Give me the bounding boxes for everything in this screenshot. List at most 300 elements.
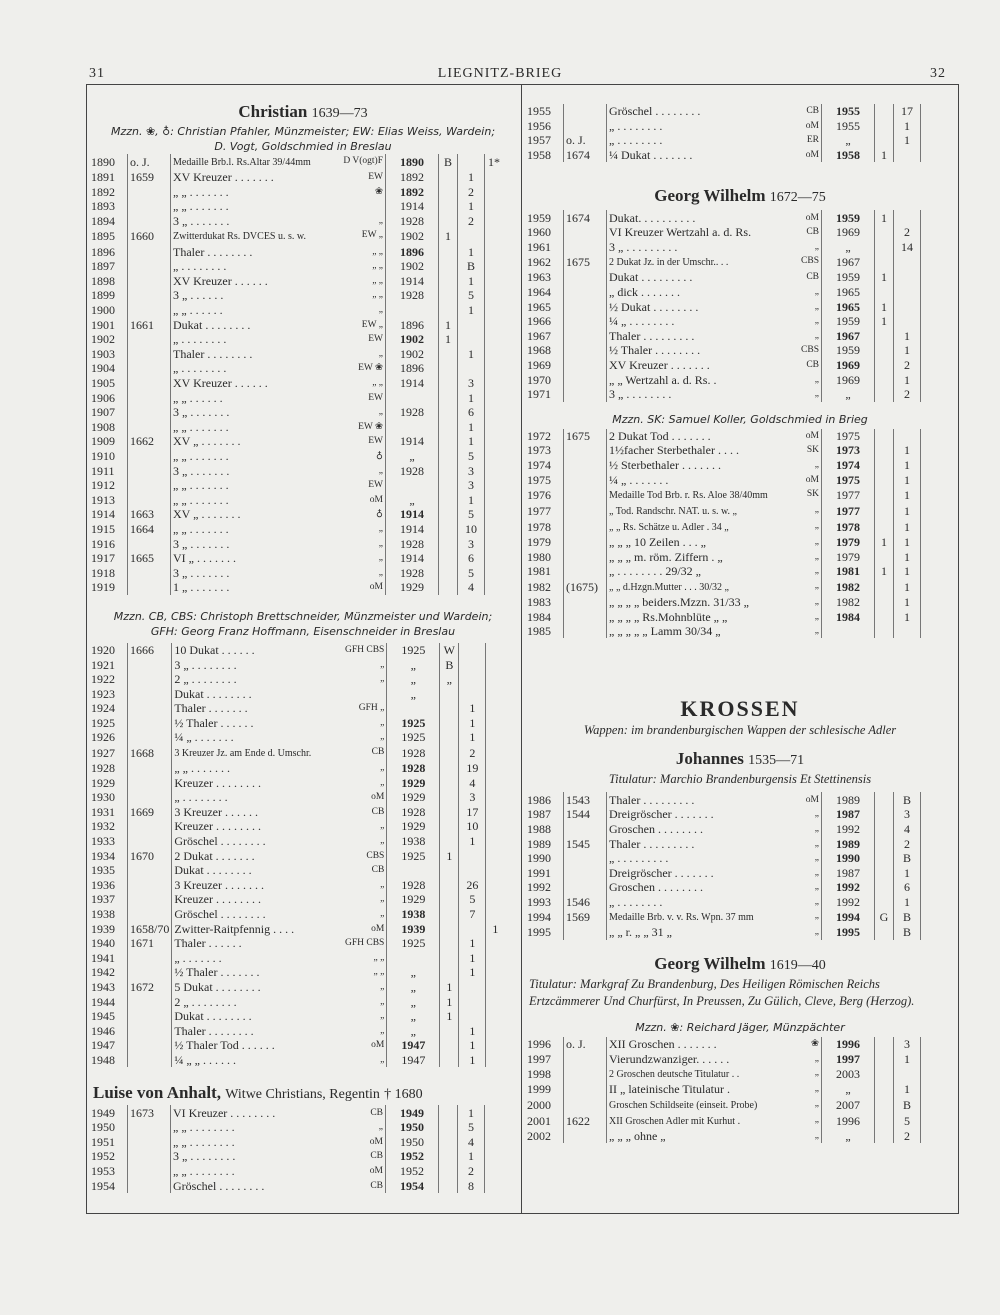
gold-count (875, 1066, 894, 1082)
reference: „ (822, 1082, 875, 1097)
reference: 1914 (386, 274, 439, 289)
catalog-number: 1921 (89, 657, 128, 672)
gold-count (439, 478, 458, 493)
gold-count (875, 1051, 894, 1066)
ruler-name: Luise von Anhalt, (93, 1083, 222, 1103)
coin-year (564, 443, 607, 458)
reference: 1952 (386, 1149, 439, 1164)
page-number-left: 31 (89, 66, 105, 81)
extra-count (486, 878, 505, 893)
table-row (525, 822, 939, 837)
reference: 1982 (822, 595, 875, 610)
extra-count (486, 1009, 505, 1024)
mint-mark: „ (380, 894, 385, 905)
coin-year (564, 609, 607, 624)
reference: „ (387, 980, 440, 995)
silver-count (894, 299, 921, 314)
mint-mark: CBS (801, 256, 819, 267)
gold-count (875, 925, 894, 940)
coin-year (564, 865, 607, 880)
extra-count (485, 288, 504, 303)
catalog-number: 1995 (525, 925, 564, 940)
mint-mark: „ „ (373, 952, 385, 963)
reference: 1928 (386, 405, 439, 420)
coin-table-continued (525, 104, 939, 162)
table-row (89, 317, 503, 332)
coin-description: ¼ Dukat . . . . . . . oM (607, 148, 822, 163)
catalog-number: 1892 (89, 185, 128, 200)
coin-year (128, 907, 172, 922)
coin-description: „ „ . . . . . . . oM (171, 492, 386, 507)
coin-table-christian (89, 154, 503, 595)
extra-count (485, 303, 504, 318)
coin-description: II „ lateinische Titulatur . „ (607, 1082, 822, 1097)
catalog-number: 1930 (89, 790, 128, 805)
coin-description: „ „ . . . . . . . . oM (171, 1164, 386, 1179)
coin-year: 1622 (564, 1113, 607, 1129)
table-row (525, 104, 939, 119)
gold-count (440, 892, 459, 907)
reference: 1914 (386, 551, 439, 566)
mint-mark: EW (368, 436, 383, 447)
catalog-number: 1911 (89, 463, 128, 478)
mint-mark: GFH CBS (345, 644, 385, 655)
catalog-number: 1924 (89, 701, 128, 716)
silver-count (459, 686, 486, 701)
catalog-number: 1944 (89, 994, 128, 1009)
mint-mark: „ (814, 838, 819, 849)
coin-year (564, 1129, 607, 1144)
coin-year (128, 478, 171, 493)
reference: 1992 (822, 895, 875, 910)
coin-year (128, 303, 171, 318)
silver-count: 2 (894, 836, 921, 851)
extra-count (485, 551, 504, 566)
mint-mark: „ (814, 626, 819, 637)
coin-description: „ . . . . . . . „ „ (172, 951, 387, 966)
silver-count (458, 332, 485, 347)
ruler-name: Johannes (675, 749, 744, 769)
extra-count (485, 1149, 504, 1164)
catalog-number: 1979 (525, 535, 564, 550)
gold-count (440, 790, 459, 805)
coin-year: 1674 (564, 210, 607, 225)
silver-count: 1 (458, 199, 485, 214)
silver-count: 1 (894, 472, 921, 487)
extra-count (921, 487, 940, 503)
table-row (525, 254, 939, 270)
coin-year (128, 449, 171, 464)
gold-count (439, 170, 458, 185)
coin-year (128, 420, 171, 435)
table-row (525, 285, 939, 300)
reference: 1947 (387, 1053, 440, 1068)
extra-count (921, 270, 940, 285)
mint-marks-line: Mzzn. CB, CBS: Christoph Brettschneider, Münzmeister und Wardein; (113, 609, 493, 623)
catalog-number: 1896 (89, 244, 128, 259)
gold-count: 1 (439, 228, 458, 244)
coin-description: ½ Thaler . . . . . . . . CBS (607, 343, 822, 358)
extra-count (485, 1178, 504, 1193)
catalog-number: 1927 (89, 745, 128, 761)
coin-year (128, 1038, 172, 1053)
mint-mark: „ (378, 553, 383, 564)
coin-year (564, 1066, 607, 1082)
gold-count (440, 1053, 459, 1068)
coin-description: 2 „ . . . . . . . . „ (172, 672, 387, 687)
gold-count (440, 716, 459, 731)
catalog-number: 1947 (89, 1038, 128, 1053)
gold-count: 1 (875, 299, 894, 314)
table-row (89, 170, 503, 185)
coin-description: Vierundzwanziger. . . . . . „ (607, 1051, 822, 1066)
catalog-number: 1991 (525, 865, 564, 880)
gold-count (875, 609, 894, 624)
reference: 1925 (387, 848, 440, 863)
extra-count (486, 805, 505, 820)
table-row (89, 274, 503, 289)
reference: 1973 (822, 443, 875, 458)
silver-count: 3 (894, 1037, 921, 1052)
coin-year (564, 458, 607, 473)
silver-count: 1 (458, 420, 485, 435)
silver-count: 6 (894, 880, 921, 895)
coin-year: 1659 (128, 170, 171, 185)
coin-year (564, 299, 607, 314)
table-row (89, 921, 504, 936)
catalog-number: 1961 (525, 240, 564, 255)
gold-count (875, 225, 894, 240)
table-row (89, 701, 504, 716)
extra-count (486, 951, 505, 966)
coin-year (128, 361, 171, 376)
catalog-number: 1998 (525, 1066, 564, 1082)
catalog-number: 1967 (525, 329, 564, 344)
catalog-number: 1971 (525, 387, 564, 402)
catalog-number: 1905 (89, 376, 128, 391)
reference: 1987 (822, 865, 875, 880)
coin-description: 3 „ . . . . . . „ „ (171, 288, 386, 303)
gold-count (875, 895, 894, 910)
table-row (525, 387, 939, 402)
gold-count: 1 (875, 270, 894, 285)
mint-mark: „ (378, 216, 383, 227)
catalog-number: 1945 (89, 1009, 128, 1024)
extra-count (921, 865, 940, 880)
table-row (89, 214, 503, 229)
reference: 1896 (386, 317, 439, 332)
mint-mark: „ (814, 374, 819, 385)
gold-count (440, 761, 459, 776)
catalog-number: 1943 (89, 980, 128, 995)
extra-count (485, 1105, 504, 1120)
coin-year (564, 225, 607, 240)
table-row (89, 405, 503, 420)
mint-marks-line: D. Vogt, Goldschmied in Breslau (214, 140, 392, 153)
extra-count (921, 443, 940, 458)
coin-year: 1658/70 (128, 921, 172, 936)
coin-description: 3 Kreuzer . . . . . . CB (172, 805, 387, 820)
mint-mark: oM (805, 212, 819, 223)
mint-mark: „ (814, 580, 819, 591)
mint-mark: D V(ogt)F (343, 156, 383, 166)
table-row (525, 225, 939, 240)
extra-count (921, 1037, 940, 1052)
silver-count: 1 (459, 730, 486, 745)
silver-count (459, 980, 486, 995)
extra-count (921, 1082, 940, 1097)
mint-marks-2 (89, 609, 517, 639)
mint-mark: „ (380, 1025, 385, 1036)
coin-year (564, 1051, 607, 1066)
mint-mark: „ (814, 853, 819, 864)
table-row (89, 288, 503, 303)
coin-year: 1545 (564, 836, 607, 851)
coin-year: o. J. (564, 133, 607, 148)
reference: 1928 (387, 761, 440, 776)
gold-count (440, 686, 459, 701)
catalog-number: 1928 (89, 761, 128, 776)
extra-count (921, 210, 940, 225)
catalog-number: 1934 (89, 848, 128, 863)
mint-mark: EW ❀ (358, 363, 383, 374)
reference: 1969 (822, 358, 875, 373)
extra-count (485, 434, 504, 449)
coin-description: XV „ . . . . . . . ♁ (171, 507, 386, 522)
silver-count: 2 (894, 358, 921, 373)
gold-count (439, 361, 458, 376)
table-row (525, 865, 939, 880)
table-row (89, 565, 503, 580)
coin-year: 1674 (564, 148, 607, 163)
table-row (525, 343, 939, 358)
reference (387, 863, 440, 878)
johannes-titulatur: Titulatur: Marchio Brandenburgensis Et Stettinensis (608, 772, 872, 787)
ruler-name: Georg Wilhelm (654, 186, 766, 206)
gold-count (875, 429, 894, 444)
catalog-number: 1915 (89, 522, 128, 537)
coin-description: „ „ . . . . . . . „ (171, 522, 386, 537)
extra-count (921, 387, 940, 402)
reference: 1929 (387, 892, 440, 907)
gold-count (440, 936, 459, 951)
reference: 1952 (386, 1164, 439, 1179)
coin-description: 1½facher Sterbethaler . . . . SK (607, 443, 822, 458)
silver-count: 1 (459, 936, 486, 951)
mint-mark: „ (814, 611, 819, 622)
table-row (89, 907, 504, 922)
coin-description: „ . . . . . . . . ER (607, 133, 822, 148)
coin-description: Thaler . . . . . . . . „ (171, 347, 386, 362)
catalog-number: 1933 (89, 834, 128, 849)
coin-description: 3 „ . . . . . . . „ (171, 214, 386, 229)
reference: 1977 (822, 487, 875, 503)
catalog-number: 1926 (89, 730, 128, 745)
catalog-number: 1925 (89, 716, 128, 731)
gold-count (439, 522, 458, 537)
coin-year (564, 1097, 607, 1113)
mint-mark: „ (378, 538, 383, 549)
table-row (525, 925, 939, 940)
mint-mark: „ (814, 896, 819, 907)
table-row (89, 819, 504, 834)
reference: „ (387, 994, 440, 1009)
coin-description: „ „ „ m. röm. Ziffern . „ „ (607, 549, 822, 564)
extra-count (921, 880, 940, 895)
gold-count (439, 420, 458, 435)
reference: 1969 (822, 225, 875, 240)
catalog-number: 1913 (89, 492, 128, 507)
mint-mark: SK (806, 488, 819, 499)
silver-count (894, 210, 921, 225)
coin-year (564, 595, 607, 610)
reference: 1928 (386, 214, 439, 229)
mint-mark: CB (370, 1107, 383, 1118)
coin-year: 1670 (128, 848, 172, 863)
silver-count: B (894, 925, 921, 940)
table-row (525, 372, 939, 387)
silver-count: 1 (894, 564, 921, 579)
coin-year (128, 185, 171, 200)
table-row (89, 580, 503, 595)
gold-count (440, 701, 459, 716)
catalog-number: 1894 (89, 214, 128, 229)
catalog-number: 1916 (89, 536, 128, 551)
coin-description: „ „ . . . . . . . EW (171, 478, 386, 493)
coin-description: VI „ . . . . . . . „ (171, 551, 386, 566)
extra-count (486, 1053, 505, 1068)
gold-count (875, 792, 894, 807)
table-row (89, 551, 503, 566)
reference: 1969 (822, 372, 875, 387)
coin-year (564, 329, 607, 344)
extra-count (921, 1066, 940, 1082)
reference: 1902 (386, 228, 439, 244)
catalog-number: 1958 (525, 148, 564, 163)
table-row (525, 1129, 939, 1144)
extra-count (921, 535, 940, 550)
catalog-number: 1962 (525, 254, 564, 270)
silver-count: 5 (458, 449, 485, 464)
mint-marks-georg: Mzzn. SK: Samuel Koller, Goldschmied in Brieg (612, 412, 868, 426)
extra-count (921, 1113, 940, 1129)
gold-count (439, 347, 458, 362)
reference: 1959 (822, 210, 875, 225)
catalog-number: 1956 (525, 119, 564, 134)
extra-count (485, 376, 504, 391)
table-row (525, 133, 939, 148)
table-row (525, 119, 939, 134)
catalog-number: 1986 (525, 792, 564, 807)
silver-count: 1 (458, 303, 485, 318)
mint-mark: „ „ (372, 275, 383, 286)
reference: 1959 (822, 270, 875, 285)
silver-count: 1 (458, 1149, 485, 1164)
coin-description: ½ Sterbethaler . . . . . . . „ (607, 458, 822, 473)
extra-count (921, 519, 940, 535)
coin-description: Gröschel . . . . . . . . CB (607, 104, 822, 119)
coin-year (128, 1164, 171, 1179)
coin-year: 1675 (564, 429, 607, 444)
krossen-wappen: Wappen: im brandenburgischen Wappen der schlesische Adler (583, 723, 897, 738)
coin-year (128, 1149, 171, 1164)
table-row (89, 259, 503, 274)
catalog-number: 1969 (525, 358, 564, 373)
silver-count (459, 672, 486, 687)
coin-year (564, 240, 607, 255)
ruler-years: † 1680 (384, 1087, 423, 1103)
coin-table-georg2 (525, 1037, 939, 1143)
catalog-number: 1975 (525, 472, 564, 487)
silver-count: 1 (459, 701, 486, 716)
extra-count (921, 343, 940, 358)
silver-count: 5 (458, 507, 485, 522)
extra-count (485, 580, 504, 595)
coin-year (128, 819, 172, 834)
silver-count: 5 (458, 1120, 485, 1135)
reference (387, 951, 440, 966)
mint-mark: CB (370, 1151, 383, 1162)
reference: 1929 (386, 580, 439, 595)
gold-count (875, 503, 894, 519)
reference: 1992 (822, 822, 875, 837)
coin-year (128, 390, 171, 405)
gold-count (439, 376, 458, 391)
catalog-number: 1964 (525, 285, 564, 300)
gold-count (875, 595, 894, 610)
coin-description: Thaler . . . . . . GFH CBS (172, 936, 387, 951)
table-row (89, 492, 503, 507)
coin-year (564, 387, 607, 402)
coin-description: „ . . . . . . . . 29/32 „ „ (607, 564, 822, 579)
coin-description: Dukat . . . . . . . . (172, 686, 387, 701)
coin-year (564, 880, 607, 895)
extra-count (921, 372, 940, 387)
coin-description: Dukat . . . . . . . . . CB (607, 270, 822, 285)
catalog-number: 1992 (525, 880, 564, 895)
coin-year (128, 1053, 172, 1068)
coin-year (128, 565, 171, 580)
reference: 1984 (822, 609, 875, 624)
catalog-number: 1949 (89, 1105, 128, 1120)
gold-count (439, 507, 458, 522)
coin-description: 2 „ . . . . . . . . „ (172, 994, 387, 1009)
gold-count (875, 285, 894, 300)
silver-count: 7 (459, 907, 486, 922)
reference: 1892 (386, 185, 439, 200)
coin-year (564, 270, 607, 285)
silver-count (894, 148, 921, 163)
coin-description: „ „ „ „ beiders.Mzzn. 31/33 „ „ (607, 595, 822, 610)
extra-count (486, 701, 505, 716)
table-row (89, 994, 504, 1009)
extra-count (485, 199, 504, 214)
mint-mark: EW ❀ (358, 421, 383, 432)
extra-count (486, 994, 505, 1009)
catalog-number: 1988 (525, 822, 564, 837)
extra-count (921, 429, 940, 444)
table-row (89, 936, 504, 951)
reference: „ (387, 686, 440, 701)
coin-year: (1675) (564, 579, 607, 595)
mint-marks-line: Mzzn. ❀, ♁: Christian Pfahler, Münzmeister; EW: Elias Weiss, Wardein; (110, 125, 496, 138)
coin-description: Thaler . . . . . . . . . „ (607, 836, 822, 851)
coin-year: 1660 (128, 228, 171, 244)
coin-year (128, 775, 172, 790)
silver-count (894, 314, 921, 329)
mint-mark: CB (806, 227, 819, 238)
reference: 1928 (387, 745, 440, 761)
